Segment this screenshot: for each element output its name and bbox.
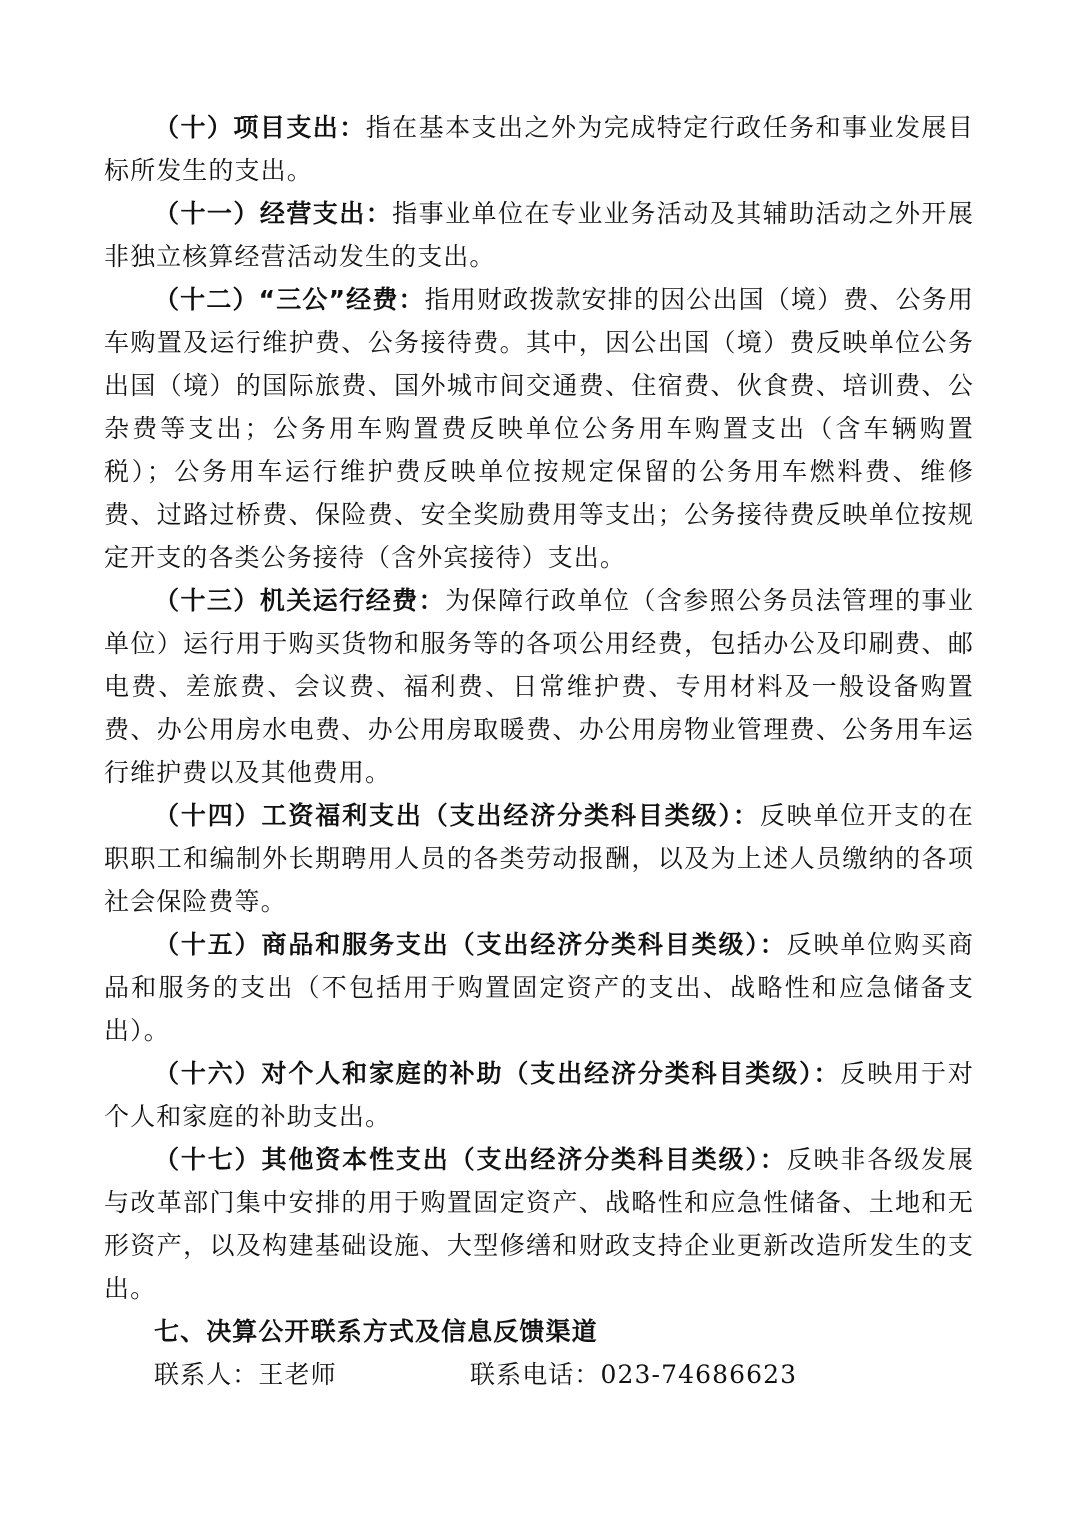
- paragraph-three-public-funds: [104, 278, 974, 579]
- term-definition: 指用财政拨款安排的因公出国（境）费、公务用车购置及运行维护费、公务接待费。其中，因公出国（境）费反映单位公务出国（境）的国际旅费、国外城市间交通费、住宿费、伙食费、培训费、公杂费等支出；公务用车购置费反映单位公务用车购置支出（含车辆购置税）；公务用车运行维护费反映单位按规定保留的公务用车燃料费、维修费、过路过桥费、保险费、安全奖励费用等支出；公务接待费反映单位按规定开支的各类公务接待（含外宾接待）支出。: [104, 285, 974, 572]
- term-label: （十三）机关运行经费：: [154, 586, 446, 615]
- term-definition: 反映用于对个人和家庭的补助支出。: [104, 1059, 974, 1131]
- term-label: （十五）商品和服务支出（支出经济分类科目类级）：: [154, 930, 787, 959]
- paragraph-project-expenditure: [104, 106, 974, 192]
- document-page: [104, 106, 974, 1396]
- contact-line: [104, 1353, 974, 1396]
- term-label: （十二）“三公”经费：: [154, 285, 425, 314]
- contact-person: 联系人：王老师: [154, 1360, 337, 1389]
- term-definition: 反映单位开支的在职职工和编制外长期聘用人员的各类劳动报酬，以及为上述人员缴纳的各项社会保险费等。: [104, 801, 974, 916]
- term-label: （十六）对个人和家庭的补助（支出经济分类科目类级）：: [154, 1059, 841, 1088]
- contact-phone: 联系电话：023-74686623: [470, 1360, 798, 1389]
- term-definition: 反映非各级发展与改革部门集中安排的用于购置固定资产、战略性和应急性储备、土地和无形资产，以及构建基础设施、大型修缮和财政支持企业更新改造所发生的支出。: [104, 1145, 975, 1303]
- paragraph-agency-operating-funds: [104, 579, 974, 794]
- paragraph-other-capital-expenditure: [104, 1138, 974, 1310]
- term-definition: 指事业单位在专业业务活动及其辅助活动之外开展非独立核算经营活动发生的支出。: [104, 199, 974, 271]
- paragraph-goods-services: [104, 923, 974, 1052]
- term-label: （十四）工资福利支出（支出经济分类科目类级）：: [154, 801, 760, 830]
- term-definition: 反映单位购买商品和服务的支出（不包括用于购置固定资产的支出、战略性和应急储备支出）。: [104, 930, 975, 1045]
- term-definition: 为保障行政单位（含参照公务员法管理的事业单位）运行用于购买货物和服务等的各项公用经费，包括办公及印刷费、邮电费、差旅费、会议费、福利费、日常维护费、专用材料及一般设备购置费、办公用房水电费、办公用房取暖费、办公用房物业管理费、公务用车运行维护费以及其他费用。: [104, 586, 974, 787]
- paragraph-operating-expenditure: [104, 192, 974, 278]
- paragraph-wage-welfare: [104, 794, 974, 923]
- section-heading: 七、决算公开联系方式及信息反馈渠道: [154, 1317, 598, 1346]
- term-label: （十）项目支出：: [154, 113, 366, 142]
- paragraph-individual-family-subsidy: [104, 1052, 974, 1138]
- term-label: （十一）经营支出：: [154, 199, 393, 228]
- term-definition: 指在基本支出之外为完成特定行政任务和事业发展目标所发生的支出。: [104, 113, 974, 185]
- term-label: （十七）其他资本性支出（支出经济分类科目类级）：: [154, 1145, 787, 1174]
